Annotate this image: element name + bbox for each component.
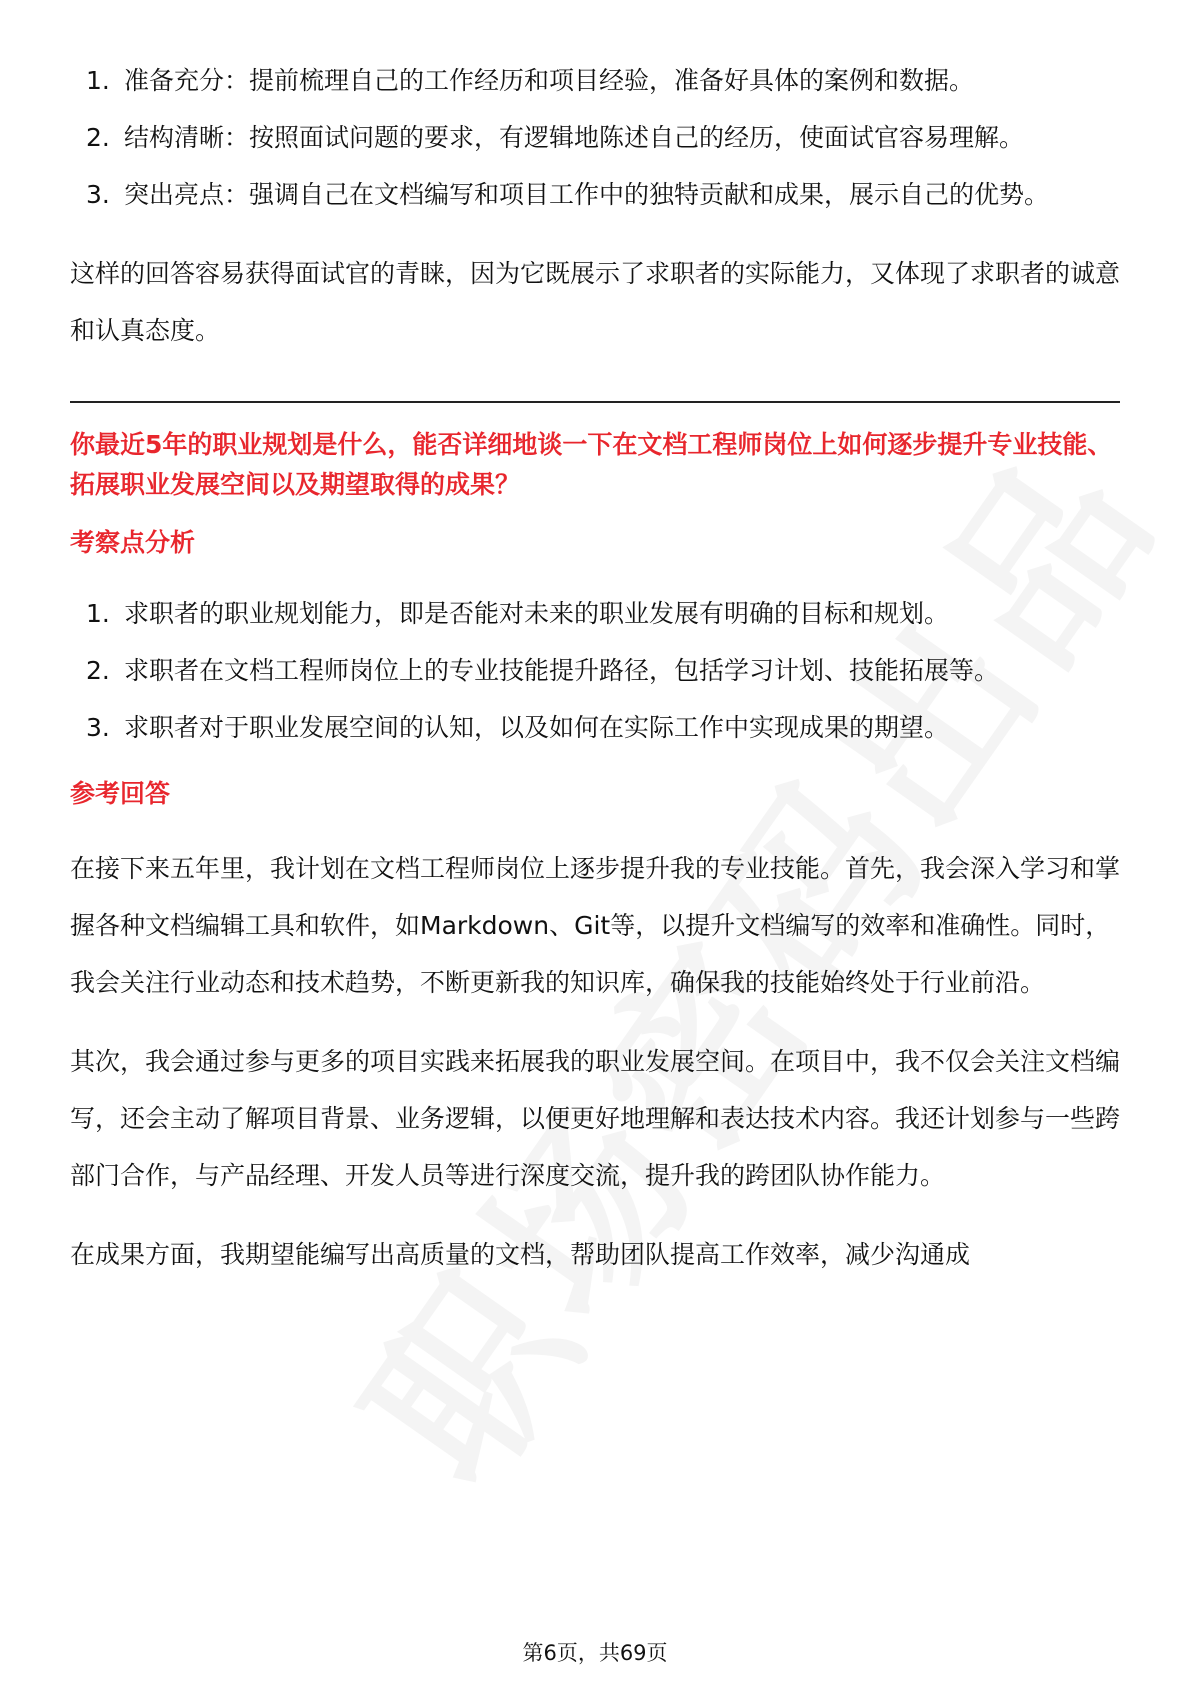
answer-title: 参考回答 [70,779,171,808]
list-number: 3. [86,180,110,209]
list-item [70,699,1120,756]
section-divider [70,401,1120,403]
list-number: 1. [86,599,110,628]
list-item-text: 求职者在文档工程师岗位上的专业技能提升路径，包括学习计划、技能拓展等。 [124,656,1000,685]
list-item-text: 准备充分：提前梳理自己的工作经历和项目经验，准备好具体的案例和数据。 [124,66,975,95]
list-item-text: 求职者对于职业发展空间的认知，以及如何在实际工作中实现成果的期望。 [124,713,950,742]
list-number: 1. [86,66,110,95]
list-item-text: 结构清晰：按照面试问题的要求，有逻辑地陈述自己的经历，使面试官容易理解。 [124,123,1025,152]
list-number: 2. [86,123,110,152]
list-item-text: 求职者的职业规划能力，即是否能对未来的职业发展有明确的目标和规划。 [124,599,950,628]
prev-conclusion: 这样的回答容易获得面试官的青睐，因为它既展示了求职者的实际能力，又体现了求职者的诚意和认真态度。 [70,259,1121,345]
prev-tips-list [70,52,1120,223]
answer-paragraph: 其次，我会通过参与更多的项目实践来拓展我的职业发展空间。在项目中，我不仅会关注文档编写，还会主动了解项目背景、业务逻辑，以便更好地理解和表达技术内容。我还计划参与一些跨部门合作，与产品经理、开发人员等进行深度交流，提升我的跨团队协作能力。 [70,1047,1121,1190]
list-number: 2. [86,656,110,685]
list-item-text: 突出亮点：强调自己在文档编写和项目工作中的独特贡献和成果，展示自己的优势。 [124,180,1050,209]
document-page [70,52,1120,1283]
list-item [70,166,1120,223]
list-item [70,585,1120,642]
analysis-title: 考察点分析 [70,528,196,557]
interview-question: 你最近5年的职业规划是什么，能否详细地谈一下在文档工程师岗位上如何逐步提升专业技能、拓展职业发展空间以及期望取得的成果？ [70,430,1113,499]
list-item [70,642,1120,699]
analysis-list [70,585,1120,756]
answer-paragraph: 在成果方面，我期望能编写出高质量的文档，帮助团队提高工作效率，减少沟通成 [70,1240,971,1269]
list-item [70,52,1120,109]
answer-paragraph: 在接下来五年里，我计划在文档工程师岗位上逐步提升我的专业技能。首先，我会深入学习和掌握各种文档编辑工具和软件，如Markdown、Git等，以提升文档编写的效率和准确性。同时，我会关注行业动态和技术趋势，不断更新我的知识库，确保我的技能始终处于行业前沿。 [70,854,1121,997]
page-footer: 第6页，共69页 [522,1641,668,1665]
list-number: 3. [86,713,110,742]
list-item [70,109,1120,166]
